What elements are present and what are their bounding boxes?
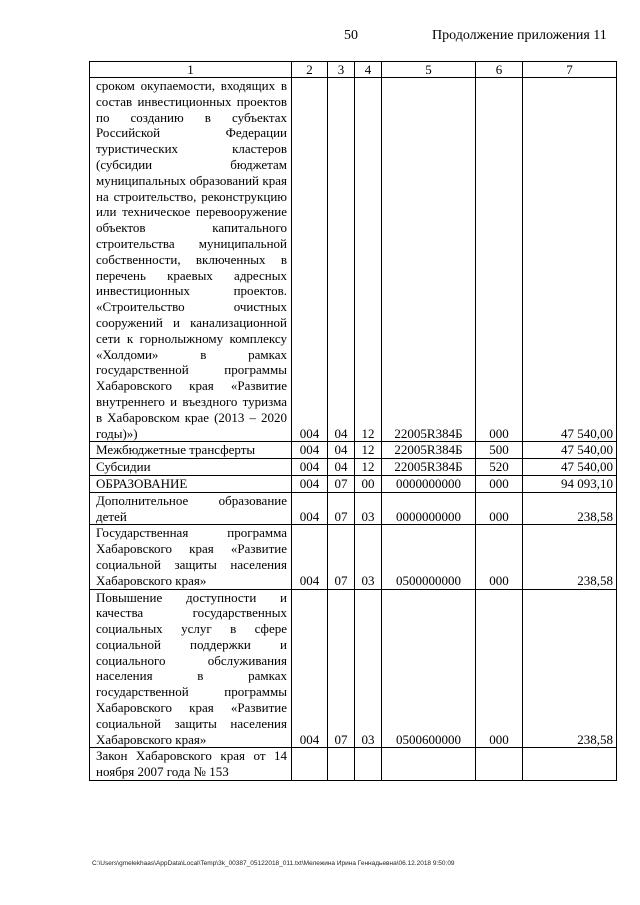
section-code-cell [328, 748, 355, 781]
expense-type-cell: 520 [476, 459, 523, 476]
table-row [90, 492, 617, 525]
amount-cell: 238,58 [523, 525, 617, 589]
expense-name-cell: Межбюджетные трансферты [90, 442, 292, 459]
target-article-cell: 0500600000 [382, 589, 476, 748]
expense-name-cell: ОБРАЗОВАНИЕ [90, 475, 292, 492]
file-path-footer: C:\Users\gmelekhaas\AppData\Local\Temp\3k_00387_05122018_011.txt\Мележина Ирина Геннадьевна\06.12.2018 9:50:09 [92, 860, 455, 867]
expense-name-cell: Государственная программа Хабаровского края «Развитие социальной защиты населения Хабаровского края» [90, 525, 292, 589]
grbs-code-cell: 004 [292, 78, 328, 442]
expense-type-cell [476, 748, 523, 781]
grbs-code-cell: 004 [292, 492, 328, 525]
expense-name-cell: Субсидии [90, 459, 292, 476]
column-header: 6 [476, 62, 523, 78]
expense-type-cell: 000 [476, 589, 523, 748]
budget-table [89, 61, 617, 781]
target-article-cell: 22005R384Б [382, 459, 476, 476]
grbs-code-cell: 004 [292, 459, 328, 476]
expense-type-cell: 500 [476, 442, 523, 459]
table-row [90, 459, 617, 476]
subsection-code-cell: 12 [355, 442, 382, 459]
column-header: 1 [90, 62, 292, 78]
column-number-row [90, 62, 617, 78]
subsection-code-cell: 03 [355, 589, 382, 748]
section-code-cell: 07 [328, 475, 355, 492]
expense-name-cell: Дополнительное образование детей [90, 492, 292, 525]
amount-cell: 47 540,00 [523, 459, 617, 476]
expense-name-cell: Закон Хабаровского края от 14 ноября 2007 года № 153 [90, 748, 292, 781]
amount-cell: 47 540,00 [523, 78, 617, 442]
column-header: 5 [382, 62, 476, 78]
table-row [90, 589, 617, 748]
expense-type-cell: 000 [476, 492, 523, 525]
appendix-continuation-label: Продолжение приложения 11 [432, 28, 607, 43]
amount-cell: 47 540,00 [523, 442, 617, 459]
amount-cell [523, 748, 617, 781]
expense-type-cell: 000 [476, 475, 523, 492]
grbs-code-cell: 004 [292, 525, 328, 589]
section-code-cell: 07 [328, 492, 355, 525]
table-row [90, 78, 617, 442]
table-row [90, 475, 617, 492]
expense-type-cell: 000 [476, 525, 523, 589]
subsection-code-cell: 12 [355, 459, 382, 476]
grbs-code-cell: 004 [292, 475, 328, 492]
column-header: 2 [292, 62, 328, 78]
section-code-cell: 07 [328, 525, 355, 589]
target-article-cell: 22005R384Б [382, 78, 476, 442]
section-code-cell: 04 [328, 442, 355, 459]
column-header: 4 [355, 62, 382, 78]
target-article-cell: 0500000000 [382, 525, 476, 589]
section-code-cell: 04 [328, 78, 355, 442]
expense-name-cell: сроком окупаемости, входящих в состав инвестиционных проектов по созданию в субъектах Российской Федерации туристических кластеров (субсидии бюджетам муниципальных образований края на строительство, реконструкцию или техническое перевооружение объектов капитального строительства муниципальной собственности, включенных в перечень краевых адресных инвестиционных проектов. «Строительство очистных сооружений и канализационной сети к горнолыжному комплексу «Холдоми» в рамках государственной программы Хабаровского края «Развитие внутреннего и въездного туризма в Хабаровском крае (2013 – 2020 годы)») [90, 78, 292, 442]
page-number: 50 [344, 28, 358, 43]
grbs-code-cell: 004 [292, 442, 328, 459]
amount-cell: 94 093,10 [523, 475, 617, 492]
expense-type-cell: 000 [476, 78, 523, 442]
target-article-cell: 0000000000 [382, 475, 476, 492]
target-article-cell: 22005R384Б [382, 442, 476, 459]
grbs-code-cell: 004 [292, 589, 328, 748]
column-header: 7 [523, 62, 617, 78]
subsection-code-cell: 12 [355, 78, 382, 442]
amount-cell: 238,58 [523, 589, 617, 748]
subsection-code-cell: 03 [355, 525, 382, 589]
amount-cell: 238,58 [523, 492, 617, 525]
grbs-code-cell [292, 748, 328, 781]
section-code-cell: 04 [328, 459, 355, 476]
table-row [90, 442, 617, 459]
subsection-code-cell: 03 [355, 492, 382, 525]
expense-name-cell: Повышение доступности и качества государственных социальных услуг в сфере социальной поддержки и социального обслуживания населения в рамках государственной программы Хабаровского края «Развитие социальной защиты населения Хабаровского края» [90, 589, 292, 748]
subsection-code-cell [355, 748, 382, 781]
section-code-cell: 07 [328, 589, 355, 748]
column-header: 3 [328, 62, 355, 78]
table-row [90, 525, 617, 589]
table-row [90, 748, 617, 781]
target-article-cell [382, 748, 476, 781]
target-article-cell: 0000000000 [382, 492, 476, 525]
subsection-code-cell: 00 [355, 475, 382, 492]
